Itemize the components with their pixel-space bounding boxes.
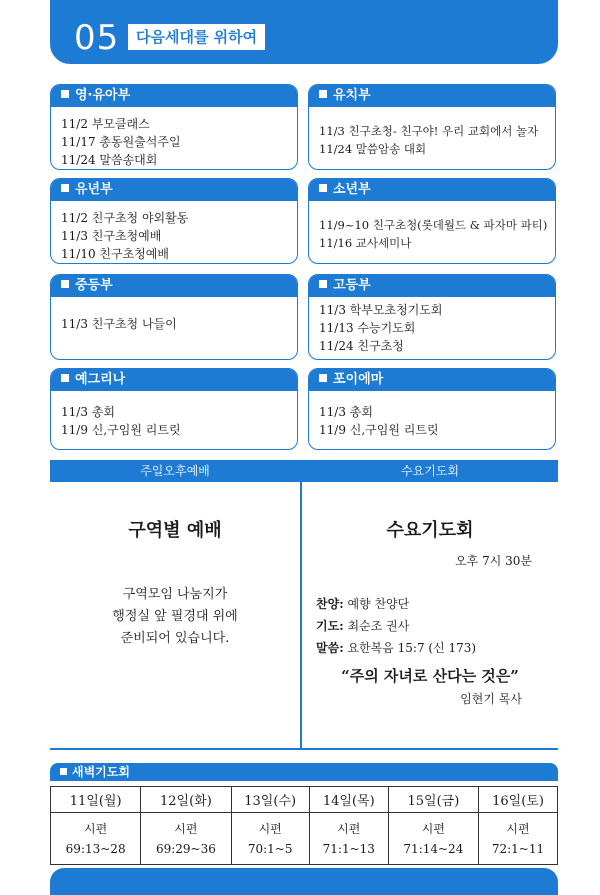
dept-item: 11/3 총회: [319, 405, 373, 419]
dept-item: 11/9 신,구임원 리트릿: [319, 423, 439, 437]
sunday-title: 구역별 예배: [128, 520, 222, 541]
sermon-title: “주의 자녀로 산다는 것은”: [341, 667, 519, 685]
scripture-cell: 시편 70:1~5: [231, 813, 309, 865]
bullet-square-icon: [319, 184, 327, 192]
program-label: 찬양: [316, 597, 340, 611]
dept-item: 11/16 교사세미나: [319, 236, 412, 250]
wednesday-title: 수요기도회: [386, 520, 474, 541]
dept-name: 유년부: [75, 182, 113, 197]
dawn-prayer-table: [50, 786, 558, 865]
preacher-name: 임현기 목사: [460, 692, 522, 706]
sunday-line: 준비되어 있습니다.: [120, 631, 230, 646]
dept-item: 11/3 총회: [61, 405, 115, 419]
sunday-line: 구역모임 나눔지가: [122, 587, 228, 602]
dept-item: 11/9~10 친구초청(롯데월드 & 파자마 파티): [319, 218, 548, 232]
dept-card-elementary-lower: [50, 178, 298, 264]
dept-card-elementary-upper: [308, 178, 556, 264]
dept-card-yegrina: [50, 368, 298, 450]
day-cell: 14일(목): [309, 787, 388, 813]
program-label: 말씀: [316, 641, 340, 655]
dept-item: 11/3 학부모초청기도회: [319, 303, 443, 317]
dept-item: 11/3 친구초청예배: [61, 229, 162, 243]
scripture-cell: 시편 69:29~36: [141, 813, 231, 865]
table-row: [51, 813, 558, 865]
scripture-cell: 시편 69:13~28: [51, 813, 141, 865]
program-row: 기도: 최순조 권사: [316, 619, 410, 633]
dept-item: 11/24 말씀암송 대회: [319, 142, 427, 156]
dept-name: 예그리나: [75, 372, 126, 387]
bullet-square-icon: [61, 184, 69, 192]
dept-card-kindergarten: [308, 84, 556, 170]
section-title: 다음세대를 위하여: [128, 24, 265, 50]
bullet-square-icon: [60, 768, 67, 775]
dept-card-poiema: [308, 368, 556, 450]
scripture-cell: 시편 71:1~13: [309, 813, 388, 865]
section-number: 05: [74, 18, 120, 58]
dept-name: 고등부: [333, 278, 371, 293]
section-divider: [50, 748, 558, 750]
dept-item: 11/10 친구초청예배: [61, 247, 169, 261]
dept-item: 11/3 친구초청 나들이: [61, 317, 177, 331]
wednesday-time: 오후 7시 30분: [455, 554, 532, 568]
dept-item: 11/2 친구초청 야외활동: [61, 211, 189, 225]
bullet-square-icon: [319, 374, 327, 382]
scripture-cell: 시편 72:1~11: [479, 813, 558, 865]
dawn-prayer-title: 새벽기도회: [72, 765, 130, 779]
bullet-square-icon: [61, 90, 69, 98]
program-value: 요한복음 15:7 (신 173): [347, 641, 477, 655]
bullet-square-icon: [61, 374, 69, 382]
dept-item: 11/9 신,구임원 리트릿: [61, 423, 181, 437]
day-cell: 15일(금): [388, 787, 478, 813]
dept-name: 포이에마: [333, 372, 384, 387]
program-row: 말씀: 요한복음 15:7 (신 173): [316, 641, 477, 655]
wednesday-prayer-header: 수요기도회: [302, 460, 558, 482]
wednesday-prayer-panel: [302, 482, 558, 707]
scripture-cell: 시편 71:14~24: [388, 813, 478, 865]
day-cell: 13일(수): [231, 787, 309, 813]
dawn-prayer-header: [50, 763, 558, 781]
program-row: 찬양: 예향 찬양단: [316, 597, 410, 611]
dept-item: 11/3 친구초청- 친구야! 우리 교회에서 놀자: [319, 124, 539, 138]
table-header-row: [51, 787, 558, 813]
sunday-worship-panel: [50, 482, 300, 650]
day-cell: 11일(월): [51, 787, 141, 813]
dept-item: 11/24 친구초청: [319, 339, 404, 353]
dept-name: 영·유아부: [75, 88, 131, 103]
sunday-line: 행정실 앞 필경대 위에: [112, 609, 238, 624]
program-value: 예향 찬양단: [347, 597, 410, 611]
page-footer-band: [50, 868, 558, 895]
bullet-square-icon: [319, 280, 327, 288]
dept-name: 중등부: [75, 278, 113, 293]
program-label: 기도: [316, 619, 340, 633]
dept-item: 11/13 수능기도회: [319, 321, 416, 335]
sunday-worship-header: 주일오후예배: [50, 460, 300, 482]
dept-item: 11/2 부모클래스: [61, 117, 150, 131]
dept-card-high-school: [308, 274, 556, 360]
dept-name: 유치부: [333, 88, 371, 103]
dept-card-infant: [50, 84, 298, 170]
dept-item: 11/24 말씀송대회: [61, 153, 158, 167]
dept-item: 11/17 총동원출석주일: [61, 135, 181, 149]
day-cell: 16일(토): [479, 787, 558, 813]
page-header-band: [50, 0, 558, 64]
bullet-square-icon: [319, 90, 327, 98]
dept-name: 소년부: [333, 182, 371, 197]
bullet-square-icon: [61, 280, 69, 288]
dept-card-middle-school: [50, 274, 298, 360]
day-cell: 12일(화): [141, 787, 231, 813]
program-value: 최순조 권사: [347, 619, 410, 633]
